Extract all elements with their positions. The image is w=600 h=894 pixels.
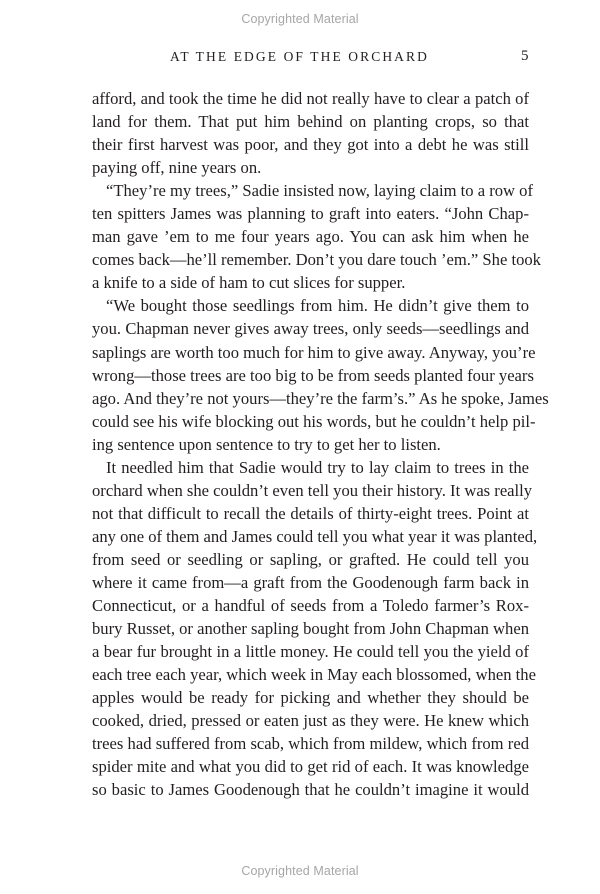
text-line: ago. And they’re not yours—they’re the farm’s.” As he spoke, James [92, 388, 549, 408]
copyright-watermark-bottom: Copyrighted Material [241, 864, 359, 878]
text-line: ing sentence upon sentence to try to get her to listen. [92, 434, 441, 454]
text-line: their first harvest was poor, and they got into a debt he was still [92, 135, 529, 155]
text-line: a bear fur brought in a little money. He could tell you the yield of [92, 642, 529, 662]
text-line: comes back—he’ll remember. Don’t you dare touch ’em.” She took [92, 250, 541, 270]
copyright-watermark-top: Copyrighted Material [241, 12, 359, 26]
text-line: not that difficult to recall the details of thirty-eight trees. Point at [92, 503, 529, 523]
text-line: apples would be ready for picking and whether they should be [92, 688, 529, 708]
text-line: where it came from—a graft from the Goodenough farm back in [92, 572, 529, 592]
text-line: It needled him that Sadie would try to lay claim to trees in the [106, 457, 529, 477]
text-line: each tree each year, which week in May each blossomed, when the [92, 665, 536, 685]
text-line: spider mite and what you did to get rid of each. It was knowledge [92, 757, 529, 777]
text-line: Connecticut, or a handful of seeds from a Toledo farmer’s Rox- [92, 596, 529, 616]
text-line: orchard when she couldn’t even tell you their history. It was really [92, 480, 533, 500]
text-line: ten spitters James was planning to graft into eaters. “John Chap- [92, 204, 529, 224]
page-number: 5 [521, 48, 529, 64]
text-line: “They’re my trees,” Sadie insisted now, laying claim to a row of [106, 181, 534, 201]
text-line: saplings are worth too much for him to give away. Anyway, you’re [92, 342, 536, 362]
running-head: AT THE EDGE OF THE ORCHARD [170, 49, 429, 64]
paragraph [92, 87, 529, 179]
text-line: bury Russet, or another sapling bought from John Chapman when [92, 619, 529, 639]
text-line: you. Chapman never gives away trees, only seeds—seedlings and [92, 319, 529, 339]
text-line: land for them. That put him behind on planting crops, so that [92, 112, 529, 132]
text-line: could see his wife blocking out his words, but he couldn’t help pil- [92, 411, 536, 431]
text-line: wrong—those trees are too big to be from seeds planted four years [92, 365, 534, 385]
text-line: a knife to a side of ham to cut slices for supper. [92, 273, 406, 293]
text-line: cooked, dried, pressed or eaten just as they were. He knew which [92, 711, 529, 731]
text-line: so basic to James Goodenough that he couldn’t imagine it would [92, 780, 529, 800]
text-line: “We bought those seedlings from him. He didn’t give them to [106, 296, 529, 316]
paragraph [92, 294, 549, 455]
paragraph [92, 456, 538, 802]
text-line: from seed or seedling or sapling, or grafted. He could tell you [92, 549, 529, 569]
text-line: trees had suffered from scab, which from mildew, which from red [92, 734, 529, 754]
paragraph [92, 179, 541, 294]
body-text [92, 87, 549, 801]
text-line: any one of them and James could tell you what year it was planted, [92, 526, 538, 546]
text-line: man gave ’em to me four years ago. You can ask him when he [92, 227, 529, 247]
text-line: paying off, nine years on. [92, 158, 262, 178]
text-line: afford, and took the time he did not really have to clear a patch of [92, 89, 529, 108]
